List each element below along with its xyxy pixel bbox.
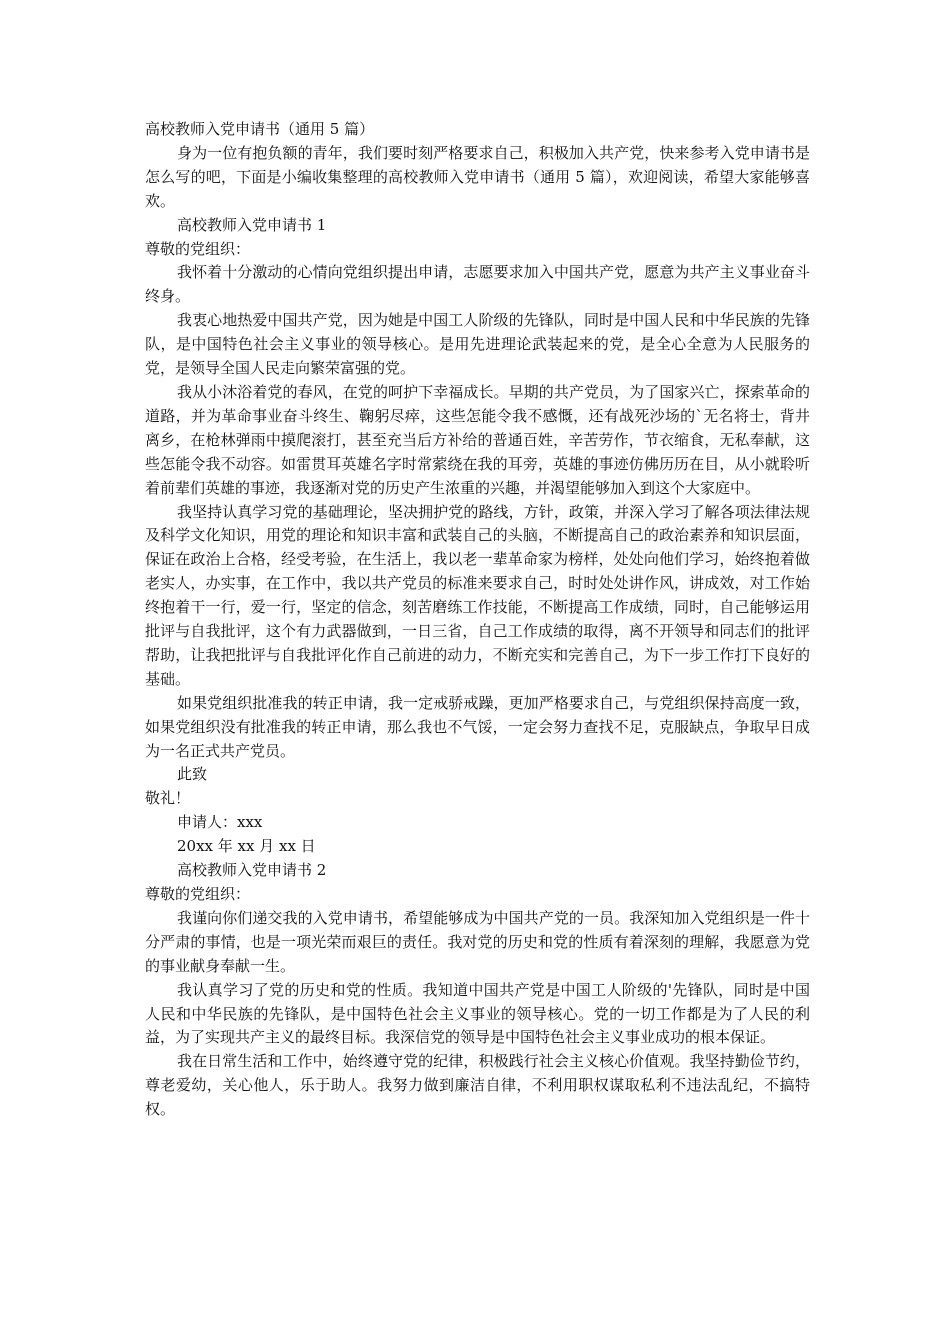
letter2-paragraph: 我谨向你们递交我的入党申请书，希望能够成为中国共产党的一员。我深知加入党组织是一件十分严肃的事情，也是一项光荣而艰巨的责任。我对党的历史和党的性质有着深刻的理解，我愿意为党的事业献身奉献一生。 bbox=[145, 908, 810, 975]
letter1-paragraph: 如果党组织批准我的转正申请，我一定戒骄戒躁，更加严格要求自己，与党组织保持高度一致，如果党组织没有批准我的转正申请，那么我也不气馁，一定会努力查找不足，克服缺点，争取早日成为一名正式共产党员。 bbox=[145, 693, 810, 760]
intro-paragraph: 身为一位有抱负额的青年，我们要时刻严格要求自己，积极加入共产党，快来参考入党申请书是怎么写的吧，下面是小编收集整理的高校教师入党申请书（通用 5 篇），欢迎阅读，希望大家能够喜欢。 bbox=[145, 143, 810, 210]
letter1-closing: 此致 bbox=[177, 765, 208, 784]
letter1-heading: 高校教师入党申请书 1 bbox=[177, 215, 327, 234]
letter1-paragraph: 我衷心地热爱中国共产党，因为她是中国工人阶级的先锋队，同时是中国人民和中华民族的先锋队，是中国特色社会主义事业的领导核心。是用先进理论武装起来的党，是全心全意为人民服务的党，是领导全国人民走向繁荣富强的党。 bbox=[145, 311, 810, 378]
letter1-paragraph: 我坚持认真学习党的基础理论，坚决拥护党的路线，方针，政策，并深入学习了解各项法律法规及科学文化知识，用党的理论和知识丰富和武装自己的头脑，不断提高自己的政治素养和知识层面，保证在政治上合格，经受考验，在生活上，我以老一辈革命家为榜样，处处向他们学习，始终抱着做老实人，办实事，在工作中，我以共产党员的标准来要求自己，时时处处讲作风，讲成效，对工作始终抱着干一行，爱一行，坚定的信念，刻苦磨练工作技能，不断提高工作成绩，同时，自己能够运用批评与自我批评，这个有力武器做到，一日三省，自己工作成绩的取得，离不开领导和同志们的批评帮助，让我把批评与自我批评化作自己前进的动力，不断充实和完善自己，为下一步工作打下良好的基础。 bbox=[145, 502, 810, 688]
document-title: 高校教师入党申请书（通用 5 篇） bbox=[145, 120, 375, 138]
letter1-paragraph: 我怀着十分激动的心情向党组织提出申请，志愿要求加入中国共产党，愿意为共产主义事业奋斗终身。 bbox=[145, 263, 810, 306]
letter2-heading: 高校教师入党申请书 2 bbox=[177, 861, 327, 880]
letter1-salutation: 尊敬的党组织： bbox=[145, 239, 251, 258]
document-body bbox=[145, 118, 810, 1122]
letter2-salutation: 尊敬的党组织： bbox=[145, 885, 251, 903]
letter1-applicant: 申请人：xxx bbox=[177, 813, 263, 832]
letter1-date: 20xx 年 xx 月 xx 日 bbox=[177, 837, 316, 856]
letter2-paragraph: 我认真学习了党的历史和党的性质。我知道中国共产党是中国工人阶级的'先锋队，同时是中国人民和中华民族的先锋队，是中国特色社会主义事业的领导核心。党的一切工作都是为了人民的利益，为了实现共产主义的最终目标。我深信党的领导是中国特色社会主义事业成功的根本保证。 bbox=[145, 980, 810, 1047]
letter1-paragraph: 我从小沐浴着党的春风，在党的呵护下幸福成长。早期的共产党员，为了国家兴亡，探索革命的道路，并为革命事业奋斗终生、鞠躬尽瘁，这些怎能令我不感慨，还有战死沙场的`无名将士，背井离乡，在枪林弹雨中摸爬滚打，甚至充当后方补给的普通百姓，辛苦劳作，节衣缩食，无私奉献，这些怎能令我不动容。如雷贯耳英雄名字时常萦绕在我的耳旁，英雄的事迹仿佛历历在目，从小就聆听着前辈们英雄的事迹，我逐渐对党的历史产生浓重的兴趣，并渴望能够加入到这个大家庭中。 bbox=[145, 382, 810, 497]
letter1-regards: 敬礼！ bbox=[145, 789, 191, 808]
letter2-paragraph: 我在日常生活和工作中，始终遵守党的纪律，积极践行社会主义核心价值观。我坚持勤俭节约，尊老爱幼，关心他人，乐于助人。我努力做到廉洁自律，不利用职权谋取私利不违法乱纪，不搞特权。 bbox=[145, 1052, 810, 1119]
